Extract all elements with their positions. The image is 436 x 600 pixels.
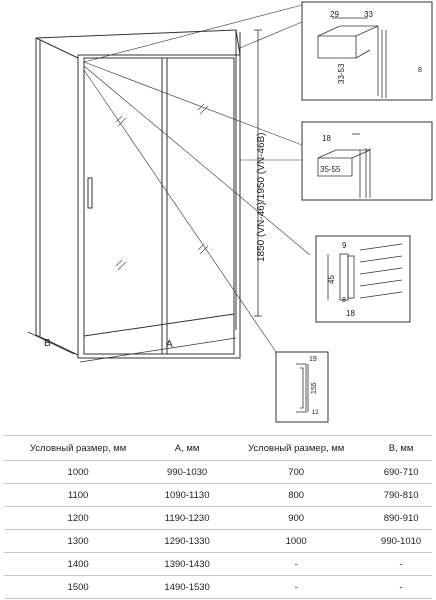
table-header: Условный размер, мм (222, 436, 370, 461)
svg-text:29: 29 (330, 10, 339, 19)
door-frame (78, 55, 240, 358)
table-row (4, 484, 432, 507)
table-cell: 1190-1230 (152, 507, 222, 530)
table-cell: 990-1010 (370, 530, 432, 553)
table-cell: 1500 (4, 576, 152, 599)
table-row (4, 553, 432, 576)
detail-handle (276, 352, 328, 422)
svg-text:9: 9 (342, 241, 347, 250)
svg-text:12: 12 (312, 410, 319, 416)
table-cell: 1000 (4, 461, 152, 484)
table-cell: 1290-1330 (152, 530, 222, 553)
table-cell: 890-910 (370, 507, 432, 530)
table-cell: 1400 (4, 553, 152, 576)
table-cell: 700 (222, 461, 370, 484)
svg-text:19: 19 (309, 356, 317, 363)
table-cell: - (222, 576, 370, 599)
table-cell: - (370, 576, 432, 599)
table-cell: 1200 (4, 507, 152, 530)
table-cell: 690-710 (370, 461, 432, 484)
table-row (4, 507, 432, 530)
table-cell: 900 (222, 507, 370, 530)
svg-text:33: 33 (364, 10, 373, 19)
svg-text:8: 8 (342, 297, 346, 304)
svg-text:18: 18 (346, 309, 355, 318)
table-header: В, мм (370, 436, 432, 461)
table-cell: 1100 (4, 484, 152, 507)
size-table (4, 435, 432, 599)
svg-text:33-53: 33-53 (337, 63, 346, 84)
width-dimension-label: A (166, 339, 173, 350)
table-cell: - (370, 553, 432, 576)
svg-text:35-55: 35-55 (320, 165, 341, 174)
table-cell: 1490-1530 (152, 576, 222, 599)
svg-text:8: 8 (418, 67, 422, 74)
table-cell: 1390-1430 (152, 553, 222, 576)
door-handle (88, 178, 92, 208)
table-row (4, 576, 432, 599)
svg-text:155: 155 (311, 382, 318, 394)
detail-wall-profile (316, 236, 410, 322)
table-cell: - (222, 553, 370, 576)
table-row (4, 461, 432, 484)
table-cell: 1300 (4, 530, 152, 553)
table-cell: 1090-1130 (152, 484, 222, 507)
table-cell: 1000 (222, 530, 370, 553)
table-header: Условный размер, мм (4, 436, 152, 461)
table-cell: 990-1030 (152, 461, 222, 484)
svg-text:45: 45 (327, 275, 336, 284)
table-header-row (4, 436, 432, 461)
height-dimension-label: 1850 (VN-46)/1950 (VN-46B) (256, 132, 267, 262)
table-row (4, 530, 432, 553)
table-cell: 790-810 (370, 484, 432, 507)
table-header: А, мм (152, 436, 222, 461)
svg-text:18: 18 (322, 134, 331, 143)
depth-dimension-label: B (44, 338, 51, 349)
detail-top-profile (302, 2, 432, 100)
detail-middle-profile (302, 122, 432, 200)
table-cell: 800 (222, 484, 370, 507)
